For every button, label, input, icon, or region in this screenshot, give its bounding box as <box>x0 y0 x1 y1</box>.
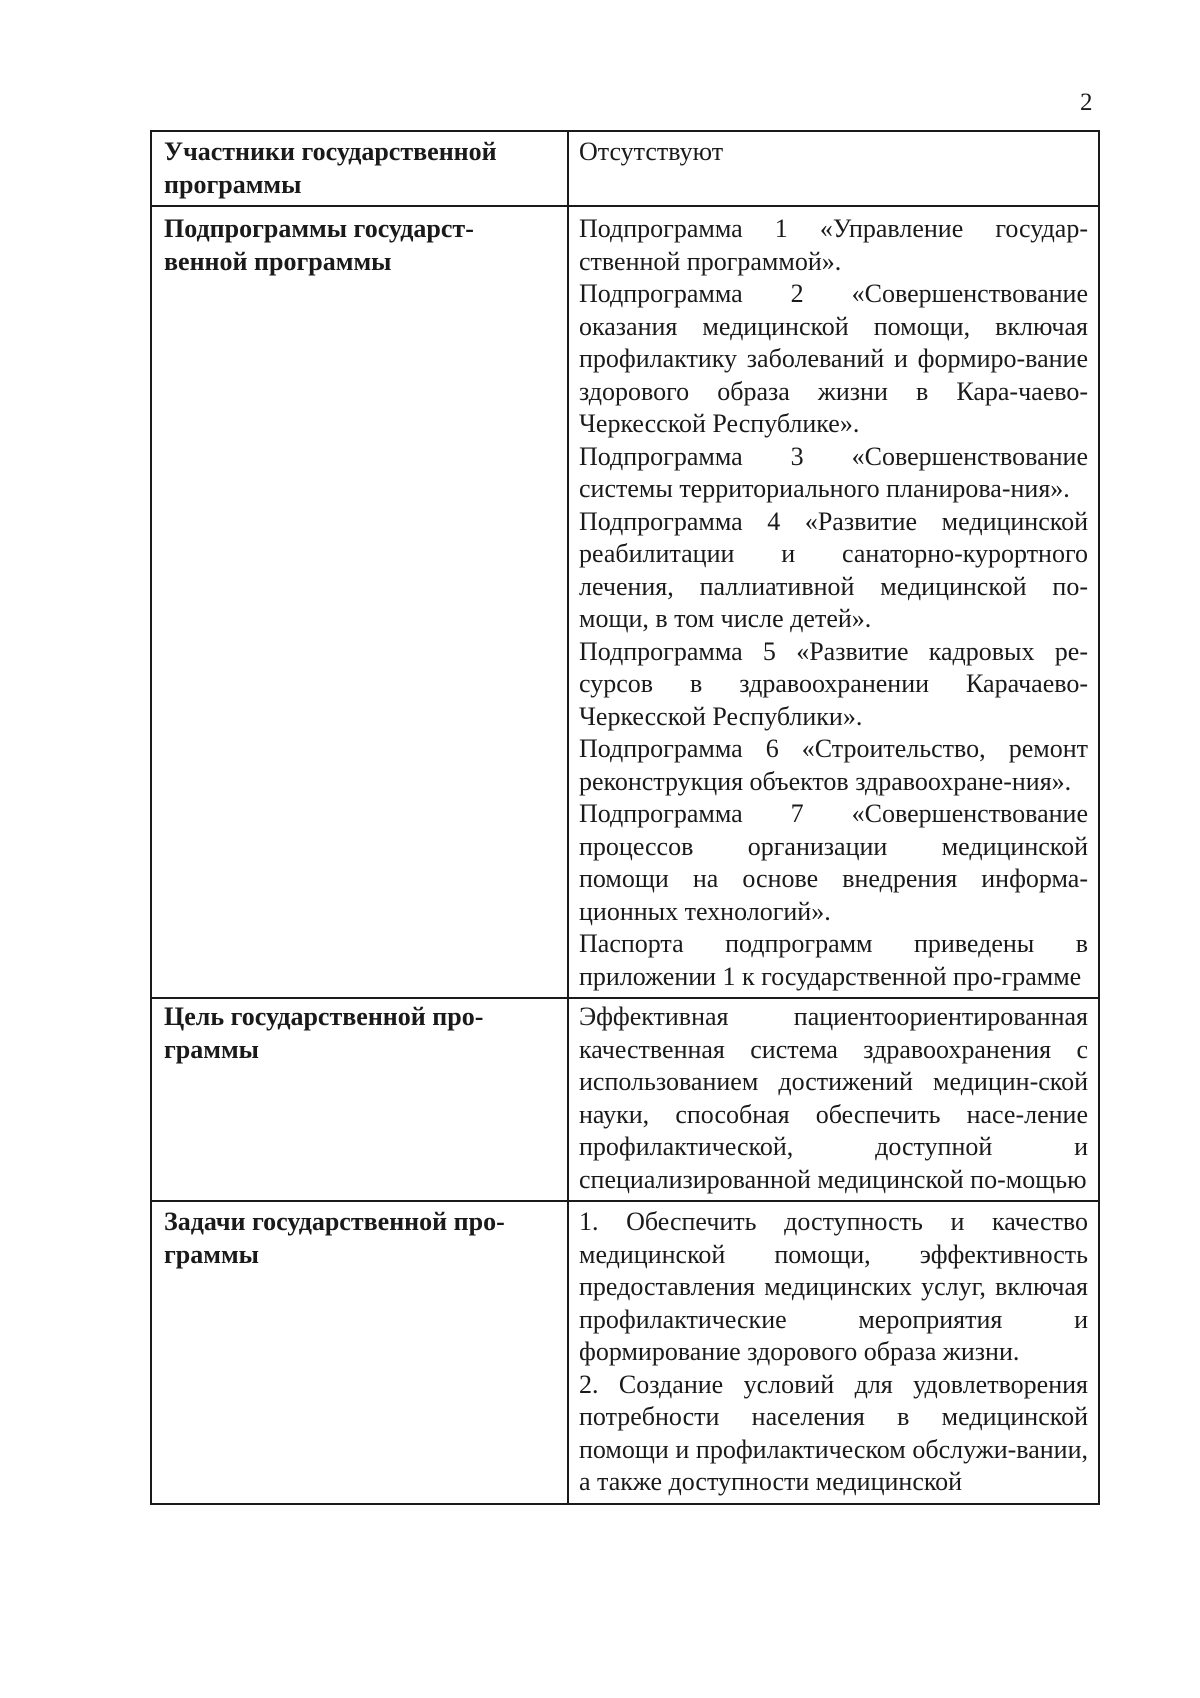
row-value-subprograms <box>568 206 1099 998</box>
row-label-participants: Участники государственной программы <box>151 131 568 206</box>
subprogram-2: Подпрограмма 2 «Совершенствование оказания медицинской помощи, включая профилактику заболеваний и формиро-вание здорового образа жизни в Кара-чаево-Черкесской Республике». <box>579 279 1088 438</box>
subprogram-6: Подпрограмма 6 «Строительство, ремонт реконструкция объектов здравоохране-ния». <box>579 734 1088 796</box>
subprogram-1: Подпрограмма 1 «Управление государ-ственной программой». <box>579 214 1088 276</box>
table-row-tasks <box>151 1201 1099 1504</box>
table-row-goal <box>151 998 1099 1201</box>
row-value-participants <box>568 131 1099 206</box>
program-passport-table <box>150 130 1100 1505</box>
subprogram-passports-note: Паспорта подпрограмм приведены в приложении 1 к государственной про-грамме <box>579 929 1088 991</box>
row-label-tasks: Задачи государственной про-граммы <box>151 1201 568 1504</box>
table-row-subprograms <box>151 206 1099 998</box>
subprogram-7: Подпрограмма 7 «Совершенствование процессов организации медицинской помощи на основе внедрения информа-ционных технологий». <box>579 799 1088 926</box>
row-label-goal: Цель государственной про-граммы <box>151 998 568 1201</box>
task-1: 1. Обеспечить доступность и качество медицинской помощи, эффективность предоставления медицинских услуг, включая профилактические мероприятия и формирование здорового образа жизни. <box>579 1207 1088 1366</box>
row-label-subprograms: Подпрограммы государст-венной программы <box>151 206 568 998</box>
subprogram-5: Подпрограмма 5 «Развитие кадровых ре-сурсов в здравоохранении Карачаево-Черкесской Республики». <box>579 636 1088 731</box>
subprogram-3: Подпрограмма 3 «Совершенствование системы территориального планирова-ния». <box>579 441 1088 503</box>
subprogram-4: Подпрограмма 4 «Развитие медицинской реабилитации и санаторно-курортного лечения, паллиативной медицинской по-мощи, в том числе детей». <box>579 506 1088 633</box>
participants-text: Отсутствуют <box>579 137 724 166</box>
row-value-goal <box>568 998 1099 1201</box>
goal-text: Эффективная пациентоориентированная качественная система здравоохранения с использованием достижений медицин-ской науки, способная обеспечить насе-ление профилактической, доступной и специализированной медицинской по-мощью <box>579 1002 1088 1194</box>
row-value-tasks <box>568 1201 1099 1504</box>
table-row-participants <box>151 131 1099 206</box>
task-2: 2. Создание условий для удовлетворения потребности населения в медицинской помощи и профилактическом обслужи-вании, а также доступности медицинской <box>579 1369 1088 1496</box>
page-number: 2 <box>1080 89 1093 116</box>
